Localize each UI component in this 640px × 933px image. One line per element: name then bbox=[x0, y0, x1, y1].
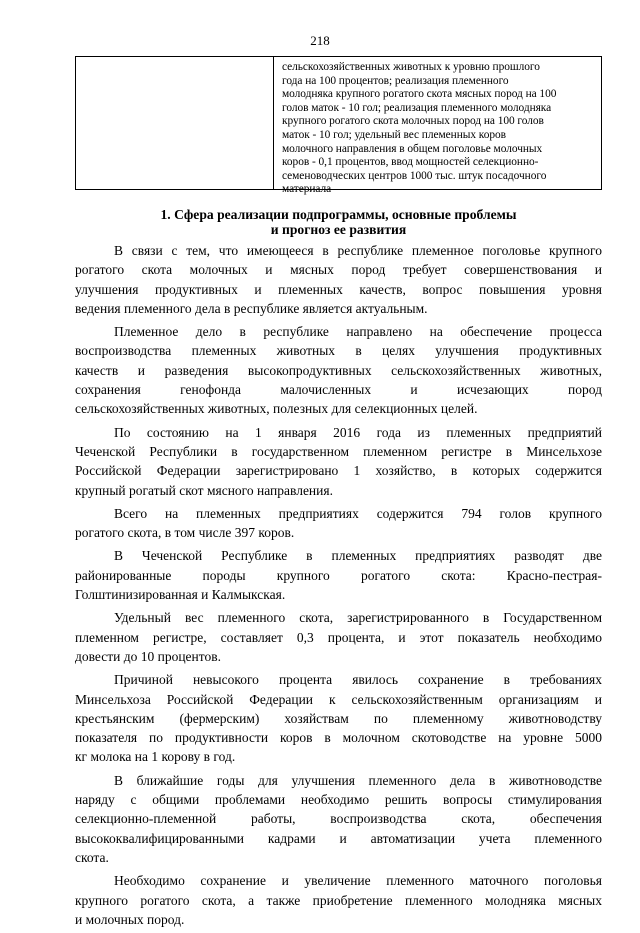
text-line: Всего на племенных предприятиях содержится 794 голов крупного bbox=[114, 505, 602, 521]
text-line: племенном регистре, составляет 0,3 процента, и этот показатель необходимо bbox=[75, 629, 602, 645]
table-cell-line: молочного направления в общем поголовье молочных bbox=[282, 142, 543, 155]
text-line: Племенное дело в республике направлено на обеспечение процесса bbox=[114, 324, 602, 340]
text-line: рогатого скота, в том числе 397 коров. bbox=[75, 525, 295, 541]
text-line: высококвалифицированными кадрами и автоматизации учета племенного bbox=[75, 830, 602, 846]
table-cell-line: материала bbox=[282, 183, 332, 196]
text-line: воспроизводства племенных животных в целях улучшения продуктивных bbox=[75, 343, 602, 359]
paragraph bbox=[75, 771, 602, 867]
paragraph bbox=[75, 241, 602, 318]
text-line: крестьянским (фермерским) хозяйствам по племенному животноводству bbox=[75, 710, 602, 726]
text-line: крупный рогатый скот мясного направления. bbox=[75, 482, 333, 498]
text-line: Голштинизированная и Калмыкская. bbox=[75, 587, 286, 603]
text-line: наряду с общими проблемами необходимо решить вопросы стимулирования bbox=[75, 792, 602, 808]
text-line: Минсельхоза Российской Федерации к сельскохозяйственным организациям и bbox=[75, 691, 602, 707]
text-line: кг молока на 1 корову в год. bbox=[75, 749, 236, 765]
paragraph bbox=[75, 504, 602, 543]
text-line: Необходимо сохранение и увеличение племенного маточного поголовья bbox=[114, 873, 602, 889]
text-line: По состоянию на 1 января 2016 года из племенных предприятий bbox=[114, 424, 602, 440]
text-line: ведения племенного дела в республике является актуальным. bbox=[75, 300, 428, 316]
text-line: скота. bbox=[75, 849, 109, 865]
paragraph bbox=[75, 546, 602, 604]
table-cell-line: голов маток - 10 гол; реализация племенного молодняка bbox=[282, 101, 552, 114]
paragraph bbox=[75, 423, 602, 500]
body-text bbox=[75, 241, 602, 933]
section-heading bbox=[75, 207, 602, 237]
text-line: показателя по продуктивности коров в молочном скотоводстве на уровне 5000 bbox=[75, 730, 602, 746]
table-cell-line: сельскохозяйственных животных к уровню прошлого bbox=[282, 61, 540, 73]
text-line: сельскохозяйственных животных, полезных для селекционных целей. bbox=[75, 401, 478, 417]
text-line: довести до 10 процентов. bbox=[75, 648, 221, 664]
table-cell-line: года на 100 процентов; реализация племенного bbox=[282, 74, 509, 87]
text-line: селекционно-племенной работы, воспроизводства скота, обеспечения bbox=[75, 811, 602, 827]
text-line: В ближайшие годы для улучшения племенного дела в животноводстве bbox=[114, 772, 602, 788]
table-cell-line: маток - 10 гол; удельный вес племенных коров bbox=[282, 128, 506, 141]
text-line: и молочных пород. bbox=[75, 911, 185, 927]
section-heading-line: 1. Сфера реализации подпрограммы, основные проблемы bbox=[160, 207, 517, 222]
paragraph bbox=[75, 670, 602, 766]
page-number: 218 bbox=[310, 33, 330, 48]
text-line: Удельный вес племенного скота, зарегистрированного в Государственном bbox=[114, 610, 602, 626]
text-line: улучшения продуктивных и племенных качеств, вопрос повышения уровня bbox=[75, 281, 602, 297]
paragraph bbox=[75, 871, 602, 929]
table-cell-line: семеноводческих центров 1000 тыс. штук посадочного bbox=[282, 169, 547, 182]
table-cell-line: коров - 0,1 процентов, ввод мощностей селекционно- bbox=[282, 156, 539, 169]
table-cell-left-empty bbox=[76, 57, 274, 189]
text-line: В Чеченской Республике в племенных предприятиях разводят две bbox=[114, 548, 602, 564]
paragraph bbox=[75, 608, 602, 666]
text-line: качеств и разведения высокопродуктивных сельскохозяйственных животных, bbox=[75, 362, 602, 378]
text-line: рогатого скота молочных и мясных пород требует совершенствования и bbox=[75, 262, 602, 278]
text-line: районированные породы крупного рогатого скота: Красно-пестрая- bbox=[75, 567, 602, 583]
paragraph bbox=[75, 322, 602, 418]
text-line: сохранения генофонда малочисленных и исчезающих пород bbox=[75, 382, 602, 398]
text-line: Чеченской Республики в государственном племенном регистре в Минсельхозе bbox=[75, 443, 602, 459]
section-heading-line: и прогноз ее развития bbox=[270, 222, 407, 237]
text-line: Причиной невысокого процента явилось сохранение в требованиях bbox=[114, 672, 602, 688]
table-cell-right bbox=[274, 57, 601, 196]
text-line: В связи с тем, что имеющееся в республике племенное поголовье крупного bbox=[114, 243, 602, 258]
text-line: Российской Федерации зарегистрировано 1 хозяйство, в которых содержится bbox=[75, 463, 602, 479]
table-cell-line: крупного рогатого скота молочных пород на 100 голов bbox=[282, 115, 544, 128]
continuation-table bbox=[75, 56, 602, 196]
table-cell-line: молодняка крупного рогатого скота мясных пород на 100 bbox=[282, 88, 557, 101]
text-line: крупного рогатого скота, а также приобретение племенного молодняка мясных bbox=[75, 892, 602, 908]
